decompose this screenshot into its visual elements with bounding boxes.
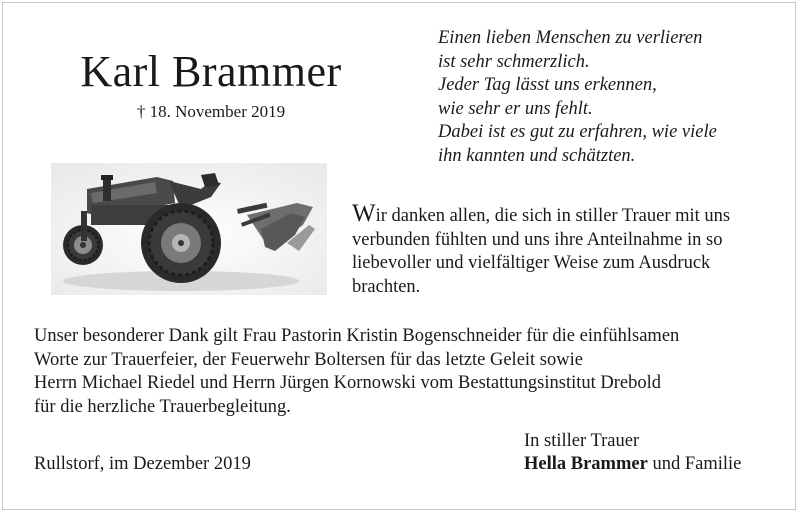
tractor-illustration: [51, 163, 327, 295]
mourner-name: Hella Brammer: [524, 454, 648, 474]
thanks-initial: W: [352, 200, 376, 227]
place-and-date: Rullstorf, im Dezember 2019: [34, 454, 251, 474]
mourner-suffix: und Familie: [647, 454, 742, 474]
special-thanks-line: für die herzliche Trauerbegleitung.: [34, 396, 291, 417]
poem-line: ihn kannten und schätzten.: [438, 145, 636, 166]
special-thanks-line: Unser besonderer Dank gilt Frau Pastorin Kristin Bogenschneider für die einfühlsamen: [34, 326, 680, 346]
poem-line: ist sehr schmerzlich.: [438, 51, 590, 72]
thanks-first-line: [352, 202, 772, 229]
tractor-icon: [51, 163, 327, 295]
thanks-paragraph: [352, 202, 772, 299]
thanks-first-line-text: ir danken allen, die sich in stiller Trauer mit uns: [375, 206, 731, 226]
thanks-line: liebevoller und vielfältiger Weise zum Ausdruck: [352, 253, 711, 273]
death-date: † 18. November 2019: [136, 102, 286, 121]
deceased-name: Karl Brammer: [80, 47, 342, 96]
poem-line: Dabei ist es gut zu erfahren, wie viele: [438, 122, 717, 142]
special-thanks-paragraph: [34, 325, 774, 419]
mourning-label: In stiller Trauer: [524, 431, 640, 451]
poem-line: wie sehr er uns fehlt.: [438, 98, 593, 119]
poem-line: Einen lieben Menschen zu verlieren: [438, 28, 703, 48]
memorial-poem: [438, 27, 788, 168]
poem-line: Jeder Tag lässt uns erkennen,: [438, 75, 657, 95]
special-thanks-line: Worte zur Trauerfeier, der Feuerwehr Boltersen für das letzte Geleit sowie: [34, 349, 583, 370]
special-thanks-line: Herrn Michael Riedel und Herrn Jürgen Kornowski vom Bestattungsinstitut Drebold: [34, 373, 662, 393]
mourners-signature: [524, 453, 741, 477]
thanks-line: brachten.: [352, 276, 421, 297]
thanks-line: verbunden fühlten und uns ihre Anteilnahme in so: [352, 229, 723, 250]
